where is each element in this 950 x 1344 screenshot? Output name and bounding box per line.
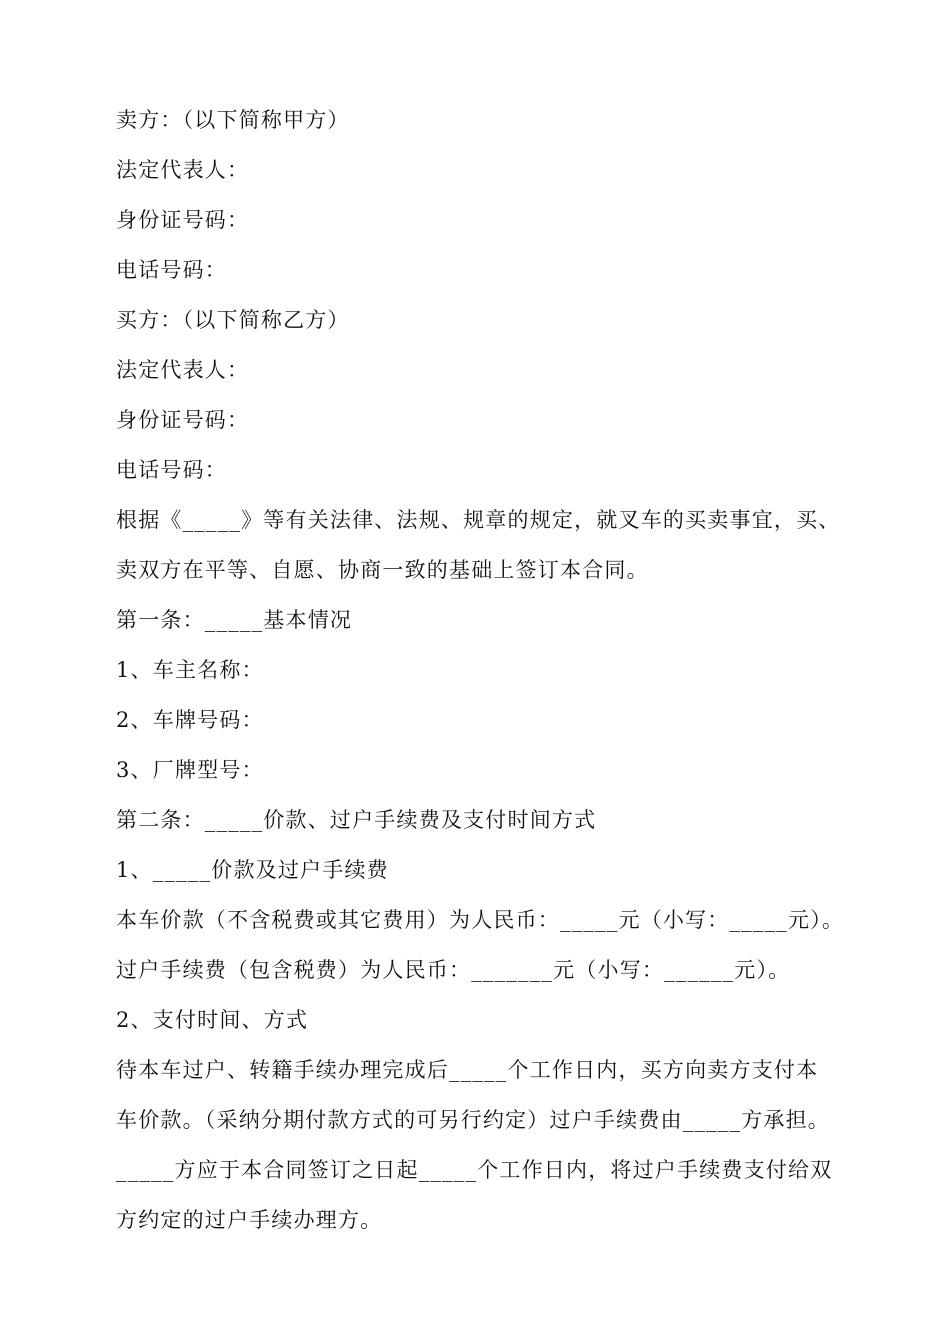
seller-phone: 电话号码：: [116, 258, 227, 282]
transfer-fee-clause: 过户手续费（包含税费）为人民币：_______元（小写：______元）。: [116, 958, 791, 982]
owner-name-item: 1、车主名称：: [116, 658, 264, 682]
seller-legal-representative: 法定代表人：: [116, 158, 250, 182]
article-2-heading: 第二条：_____价款、过户手续费及支付时间方式: [116, 808, 597, 832]
preamble-line-2: 卖双方在平等、自愿、协商一致的基础上签订本合同。: [116, 558, 649, 582]
payment-clause-line-4: 方约定的过户手续办理方。: [116, 1208, 383, 1232]
buyer-phone: 电话号码：: [116, 458, 227, 482]
price-fee-subheading: 1、_____价款及过户手续费: [116, 858, 389, 882]
article-1-heading: 第一条：_____基本情况: [116, 608, 353, 632]
plate-number-item: 2、车牌号码：: [116, 708, 264, 732]
buyer-id-number: 身份证号码：: [116, 408, 250, 432]
preamble-line-1: 根据《_____》等有关法律、法规、规章的规定，就叉车的买卖事宜，买、: [116, 508, 841, 532]
payment-clause-line-2: 车价款。（采纳分期付款方式的可另行约定）过户手续费由_____方承担。: [116, 1108, 830, 1132]
payment-subheading: 2、支付时间、方式: [116, 1008, 309, 1032]
seller-heading: 卖方：（以下简称甲方）: [116, 108, 350, 132]
vehicle-price-clause: 本车价款（不含税费或其它费用）为人民币：_____元（小写：_____元）。: [116, 908, 845, 932]
seller-id-number: 身份证号码：: [116, 208, 250, 232]
payment-clause-line-1: 待本车过户、转籍手续办理完成后_____个工作日内，买方向卖方支付本: [116, 1058, 819, 1082]
brand-model-item: 3、厂牌型号：: [116, 758, 264, 782]
buyer-heading: 买方：（以下简称乙方）: [116, 308, 350, 332]
buyer-legal-representative: 法定代表人：: [116, 358, 250, 382]
payment-clause-line-3: _____方应于本合同签订之日起_____个工作日内，将过户手续费支付给双: [116, 1158, 833, 1182]
